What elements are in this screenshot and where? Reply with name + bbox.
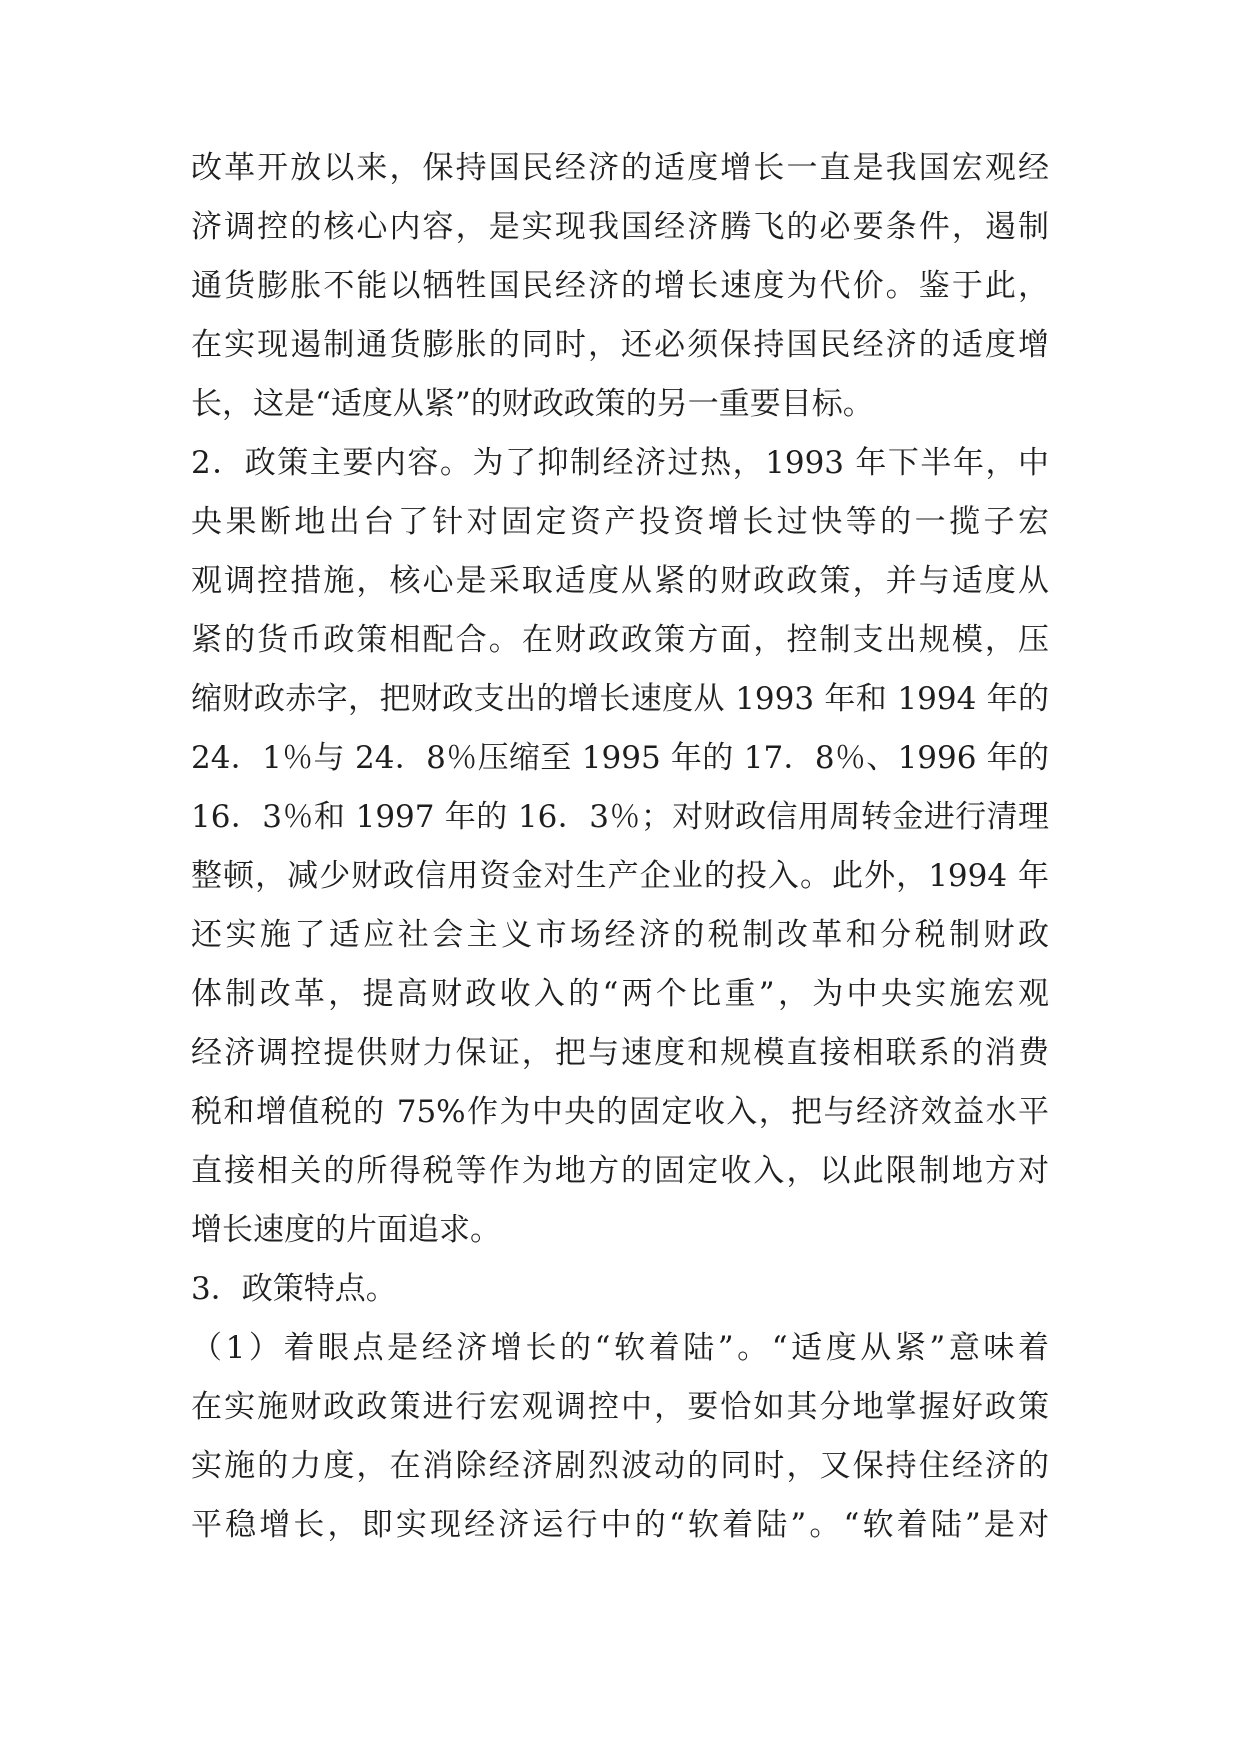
- body-text-line: 济调控的核心内容，是实现我国经济腾飞的必要条件，遏制: [191, 209, 1049, 245]
- section-heading: 3．政策特点。: [191, 1271, 397, 1307]
- body-text-line: 通货膨胀不能以牺牲国民经济的增长速度为代价。鉴于此，: [191, 268, 1049, 304]
- body-text-line: 还实施了适应社会主义市场经济的税制改革和分税制财政: [191, 917, 1049, 953]
- body-text-line: 16．3％和 1997 年的 16．3％；对财政信用周转金进行清理: [191, 799, 1049, 835]
- body-text-line: 直接相关的所得税等作为地方的固定收入，以此限制地方对: [191, 1153, 1049, 1189]
- body-text-line: 整顿，减少财政信用资金对生产企业的投入。此外，1994 年: [191, 858, 1049, 894]
- body-text-line: 在实现遏制通货膨胀的同时，还必须保持国民经济的适度增: [191, 327, 1049, 363]
- body-text-line: （1）着眼点是经济增长的“软着陆”。“适度从紧”意味着: [191, 1330, 1049, 1366]
- body-text-line: 实施的力度，在消除经济剧烈波动的同时，又保持住经济的: [191, 1448, 1049, 1484]
- body-text-line: 在实施财政政策进行宏观调控中，要恰如其分地掌握好政策: [191, 1389, 1049, 1425]
- body-text-line: 缩财政赤字，把财政支出的增长速度从 1993 年和 1994 年的: [191, 681, 1049, 717]
- body-text-line: 税和增值税的 75%作为中央的固定收入，把与经济效益水平: [191, 1094, 1049, 1130]
- body-text-line: 平稳增长，即实现经济运行中的“软着陆”。“软着陆”是对: [191, 1507, 1049, 1543]
- body-text-line: 观调控措施，核心是采取适度从紧的财政政策，并与适度从: [191, 563, 1049, 599]
- body-text-line: 央果断地出台了针对固定资产投资增长过快等的一揽子宏: [191, 504, 1049, 540]
- body-text-line: 长，这是“适度从紧”的财政政策的另一重要目标。: [191, 386, 874, 422]
- body-text-line: 经济调控提供财力保证，把与速度和规模直接相联系的消费: [191, 1035, 1049, 1071]
- body-text-line: 体制改革，提高财政收入的“两个比重”，为中央实施宏观: [191, 976, 1049, 1012]
- body-text-line: 改革开放以来，保持国民经济的适度增长一直是我国宏观经: [191, 150, 1049, 186]
- body-text-line: 24．1％与 24．8％压缩至 1995 年的 17．8％、1996 年的: [191, 740, 1049, 776]
- body-text-line: 2．政策主要内容。为了抑制经济过热，1993 年下半年，中: [191, 445, 1049, 481]
- body-text-line: 紧的货币政策相配合。在财政政策方面，控制支出规模，压: [191, 622, 1049, 658]
- body-text-line: 增长速度的片面追求。: [191, 1212, 501, 1248]
